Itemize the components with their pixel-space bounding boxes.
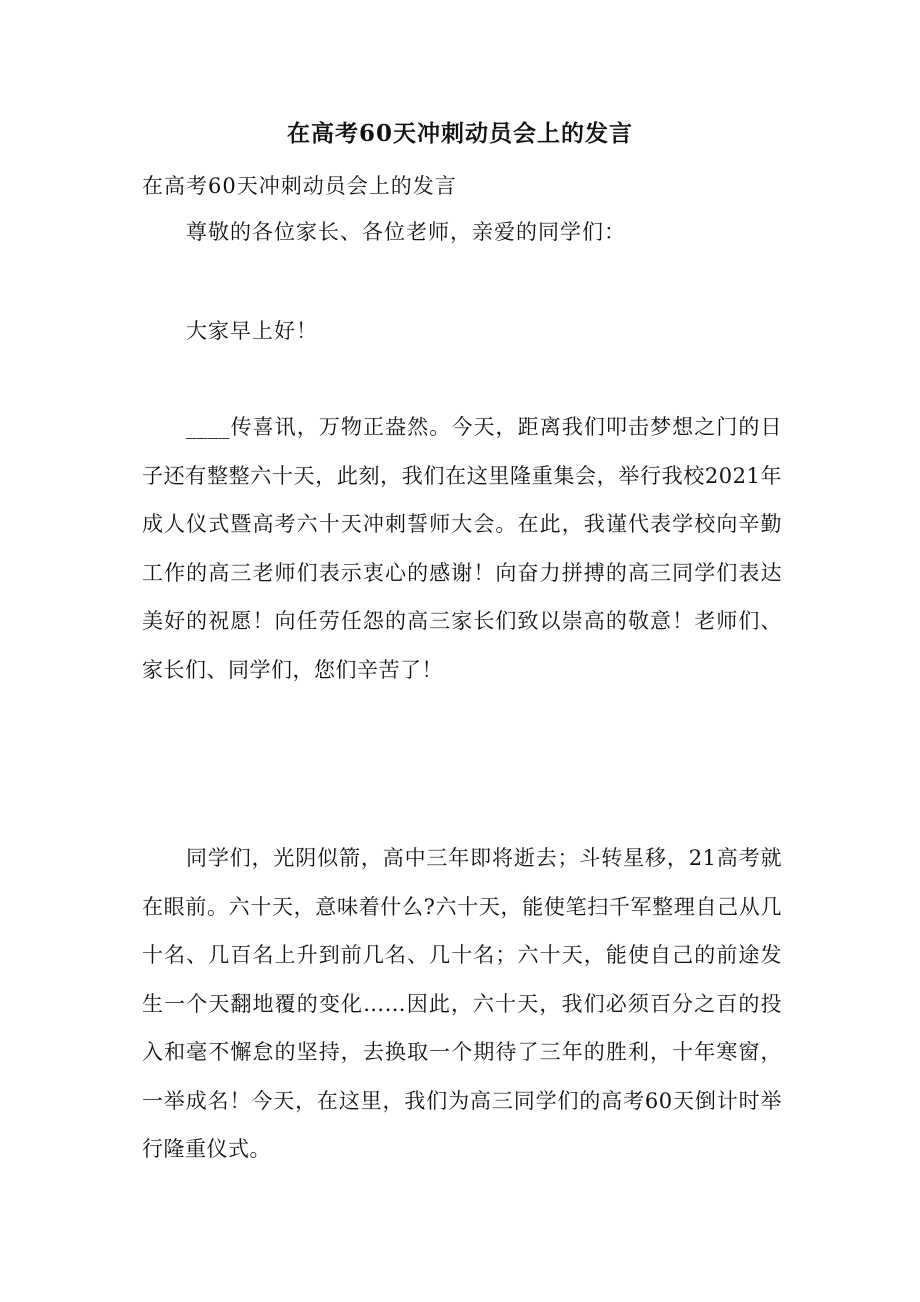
body-paragraph: 同学们，光阴似箭，高中三年即将逝去；斗转星移，21高考就在眼前。六十天，意味着什么?六十天，能使笔扫千军整理自己从几十名、几百名上升到前几名、几十名；六十天，能使自己的前途发生一个天翻地覆的变化……因此，六十天，我们必须百分之百的投入和毫不懈怠的坚持，去换取一个期待了三年的胜利，十年寒窗，一举成名！今天，在这里，我们为高三同学们的高考60天倒计时举行隆重仪式。 xyxy=(142,846,782,1161)
document-title: 在高考60天冲刺动员会上的发言 xyxy=(286,120,633,147)
good-morning-line: 大家早上好！ xyxy=(186,319,318,343)
document-subtitle: 在高考60天冲刺动员会上的发言 xyxy=(142,174,457,198)
body-paragraph: ____传喜讯，万物正盎然。今天，距离我们叩击梦想之门的日子还有整整六十天，此刻，我们在这里隆重集会，举行我校2021年成人仪式暨高考六十天冲刺誓师大会。在此，我谨代表学校向辛勤工作的高三老师们表示衷心的感谢！向奋力拼搏的高三同学们表达美好的祝愿！向任劳任怨的高三家长们致以崇高的敬意！老师们、家长们、同学们，您们辛苦了！ xyxy=(142,415,782,682)
greeting-line: 尊敬的各位家长、各位老师，亲爱的同学们： xyxy=(186,220,626,244)
